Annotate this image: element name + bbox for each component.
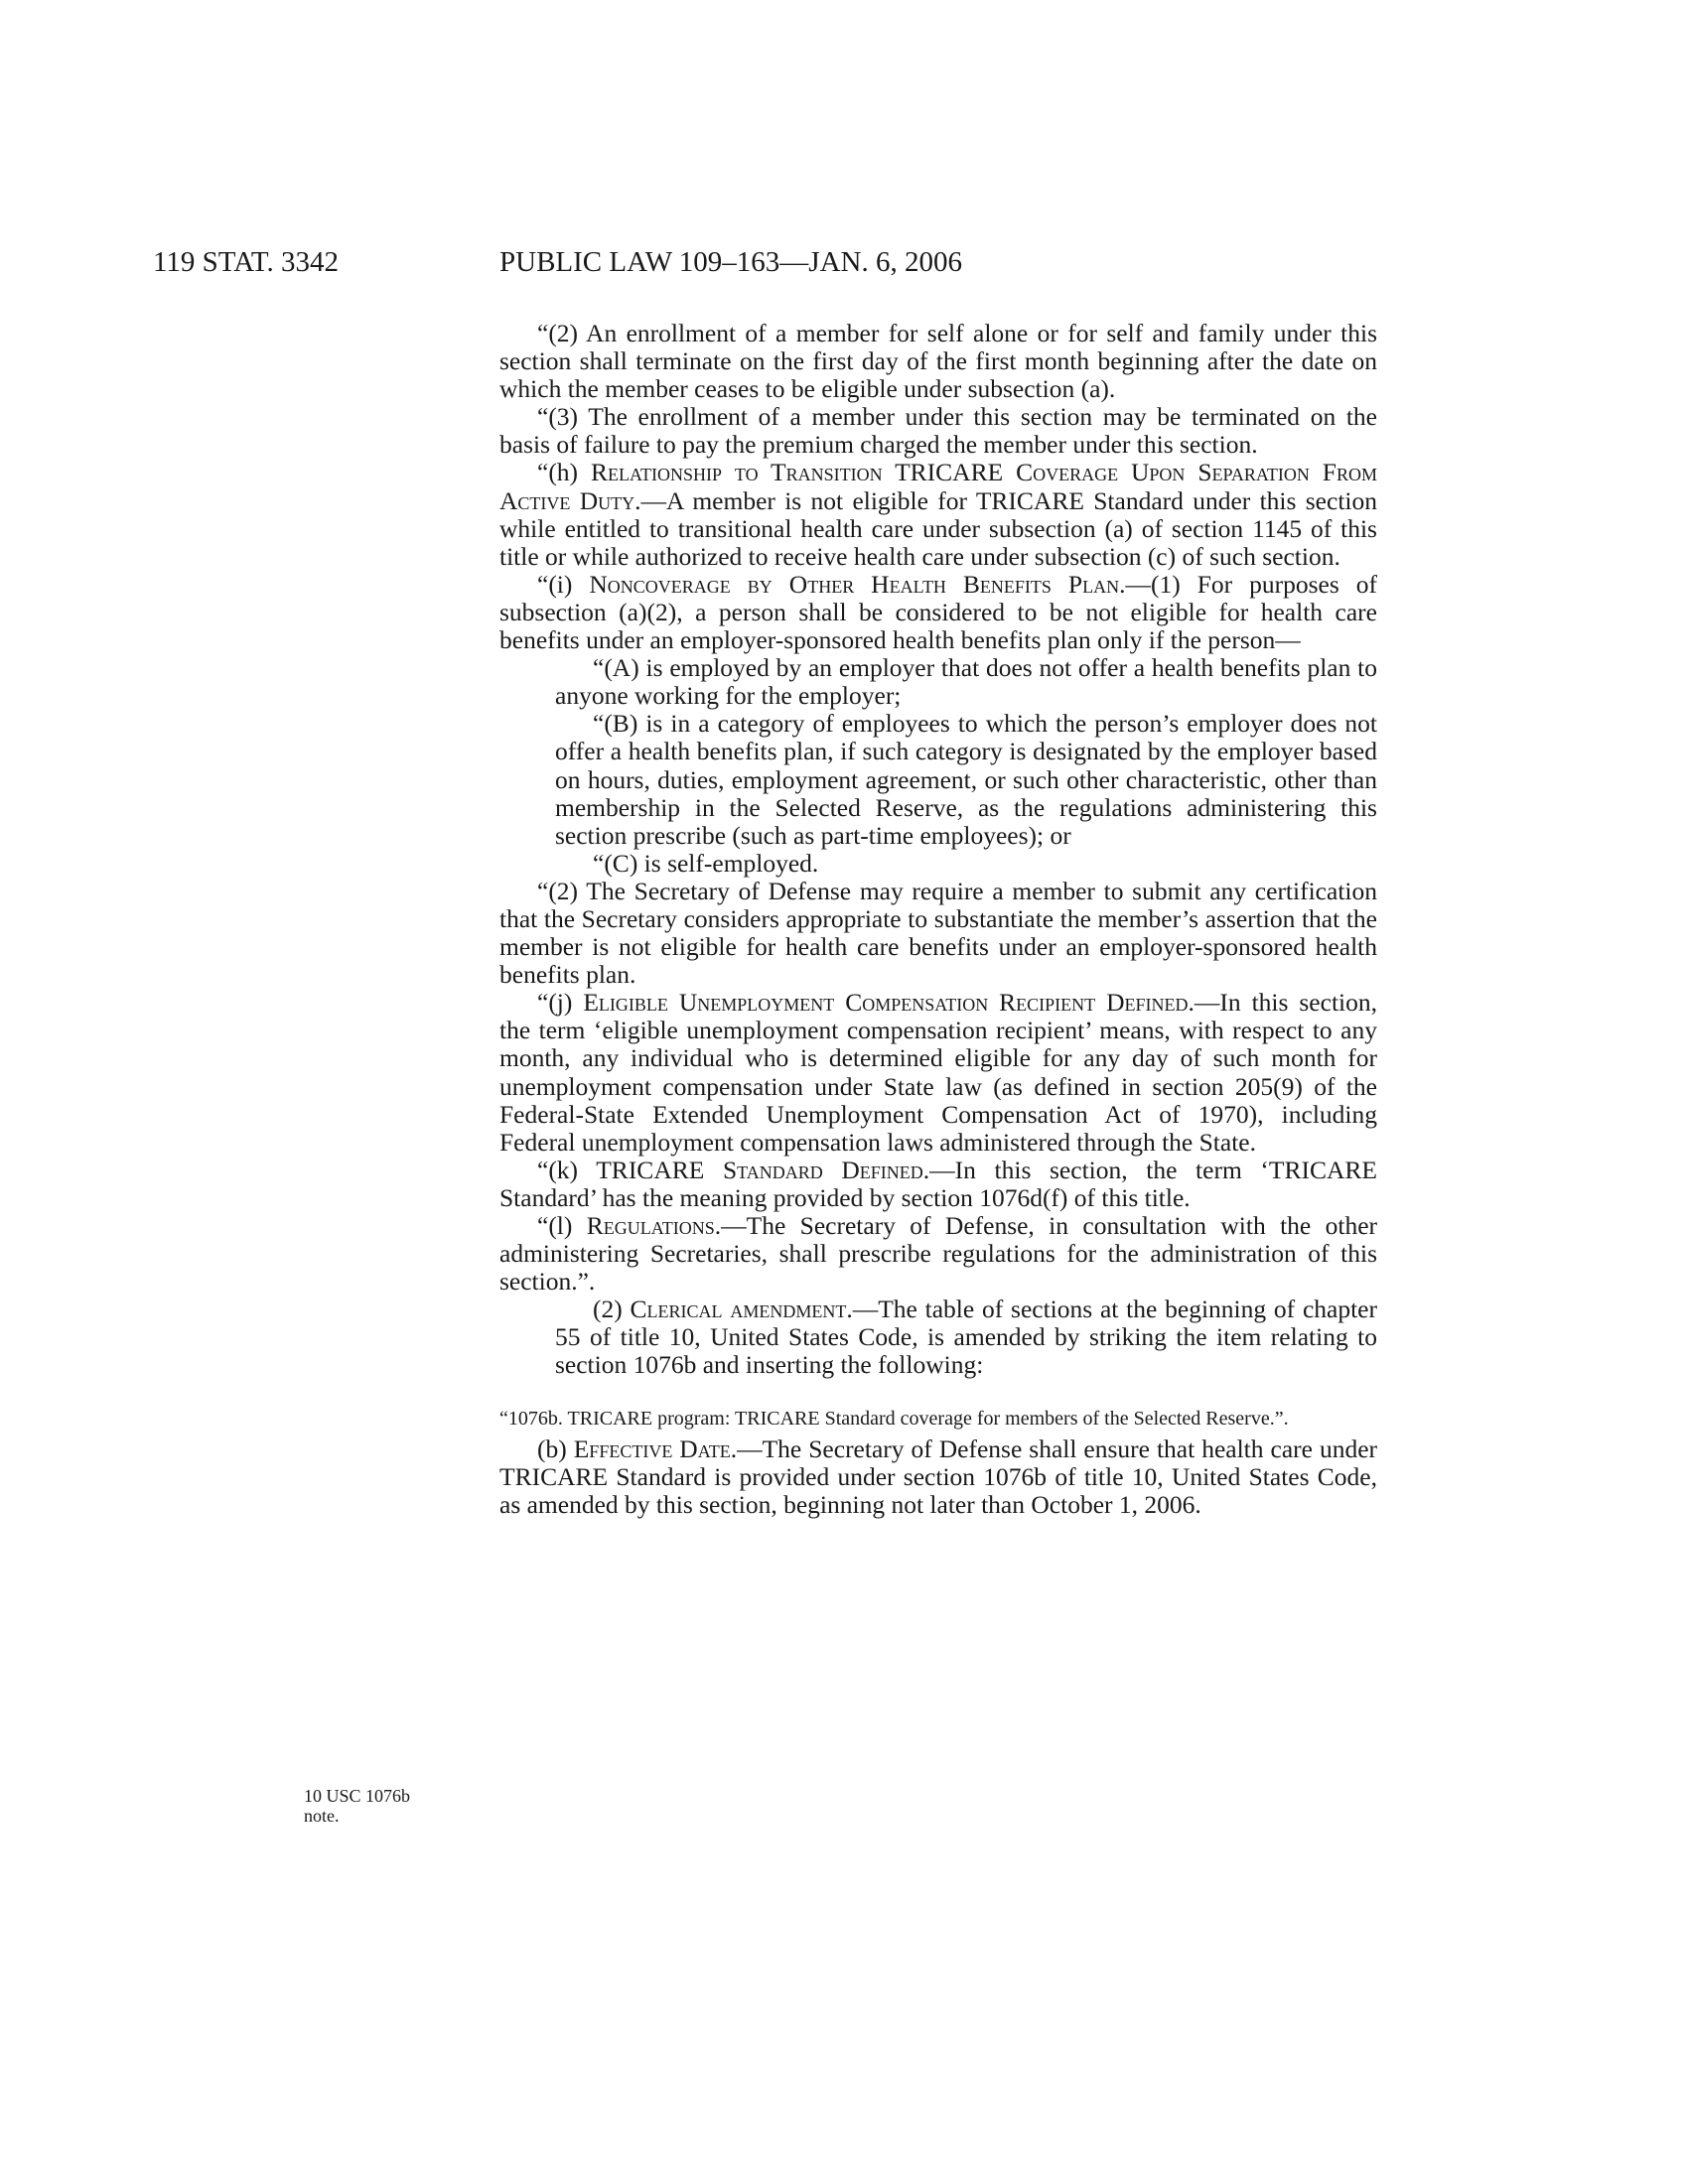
paragraph-i-A: “(A) is employed by an employer that does not offer a health benefits plan to anyone working for the employer; xyxy=(555,653,1377,711)
paragraph-j: “(j) Eligible Unemployment Compensation Recipient Defined.—In this section, the term ‘eligible unemployment compensation recipient’ means, with respect to any month, any individual who is determined eligible for any day of such month for unemployment compensation under State law (as defined in section 205(9) of the Federal-State Extended Unemployment Compensation Act of 1970), including Federal unemployment compensation laws administered through the State. xyxy=(499,988,1377,1157)
heading-a2: Clerical amendment xyxy=(630,1295,847,1324)
table-of-sections-item: “1076b. TRICARE program: TRICARE Standard coverage for members of the Selected Reserve.”. xyxy=(499,1407,1289,1430)
paragraph-i: “(i) Noncoverage by Other Health Benefits Plan.—(1) For purposes of subsection (a)(2), a person shall be considered to be not eligible for health care benefits under an employer-sponsored health benefits plan only if the person— xyxy=(499,569,1378,655)
heading-k: Standard Defined xyxy=(722,1155,923,1184)
paragraph-i-C: “(C) is self-employed. xyxy=(593,848,819,878)
paragraph-i2: “(2) The Secretary of Defense may require a member to submit any certification that the Secretary considers appropriate to substantiate the member’s assertion that the member is not eligible for health care benefits under an employer-sponsored health benefits plan. xyxy=(499,876,1377,990)
paragraph-g3: “(3) The enrollment of a member under this section may be terminated on the basis of failure to pay the premium charged the member under this section. xyxy=(499,402,1377,460)
margin-note-citation: 10 USC 1076b xyxy=(304,1786,411,1806)
running-head: PUBLIC LAW 109–163—JAN. 6, 2006 xyxy=(499,246,962,278)
heading-i: Noncoverage by Other Health Benefits Plan xyxy=(589,569,1120,599)
paragraph-l: “(l) Regulations.—The Secretary of Defense, in consultation with the other administering Secretaries, shall prescribe regulations for the administration of this section.”. xyxy=(499,1211,1378,1297)
heading-b: Effective Date xyxy=(573,1433,731,1463)
paragraph-i-B: “(B) is in a category of employees to which the person’s employer does not offer a health benefits plan, if such category is designated by the employer based on hours, duties, employment agreement, or such other characteristic, other than membership in the Selected Reserve, as the regulations administering this section prescribe (such as part-time employees); or xyxy=(555,709,1377,850)
heading-l: Regulations xyxy=(586,1211,715,1240)
paragraph-g2: “(2) An enrollment of a member for self alone or for self and family under this section shall terminate on the first day of the first month beginning after the date on which the member ceases to be eligible under subsection (a). xyxy=(499,319,1377,404)
paragraph-h: “(h) Relationship to Transition TRICARE Coverage Upon Separation From Active Duty.—A member is not eligible for TRICARE Standard under this section while entitled to transitional health care under subsection (a) of section 1145 of this title or while authorized to receive health care under subsection (c) of such section. xyxy=(499,458,1377,571)
paragraph-a2: (2) Clerical amendment.—The table of sections at the beginning of chapter 55 of title 10, United States Code, is amended by striking the item relating to section 1076b and inserting the following: xyxy=(555,1295,1377,1380)
page-header xyxy=(0,246,1688,286)
margin-note xyxy=(304,1786,463,1826)
heading-j: Eligible Unemployment Compensation Recipient Defined xyxy=(583,988,1189,1018)
heading-h: Relationship to Transition TRICARE Coverage Upon Separation From Active Duty xyxy=(499,458,1377,515)
paragraph-b: (b) Effective Date.—The Secretary of Defense shall ensure that health care under TRICARE Standard is provided under section 1076b of title 10, United States Code, as amended by this section, beginning not later than October 1, 2006. xyxy=(499,1433,1378,1519)
margin-note-suffix: note. xyxy=(304,1806,340,1826)
statute-page-number: 119 STAT. 3342 xyxy=(153,246,339,278)
body-text xyxy=(499,320,1377,1519)
paragraph-k: “(k) TRICARE Standard Defined.—In this section, the term ‘TRICARE Standard’ has the meaning provided by section 1076d(f) of this title. xyxy=(499,1155,1377,1212)
